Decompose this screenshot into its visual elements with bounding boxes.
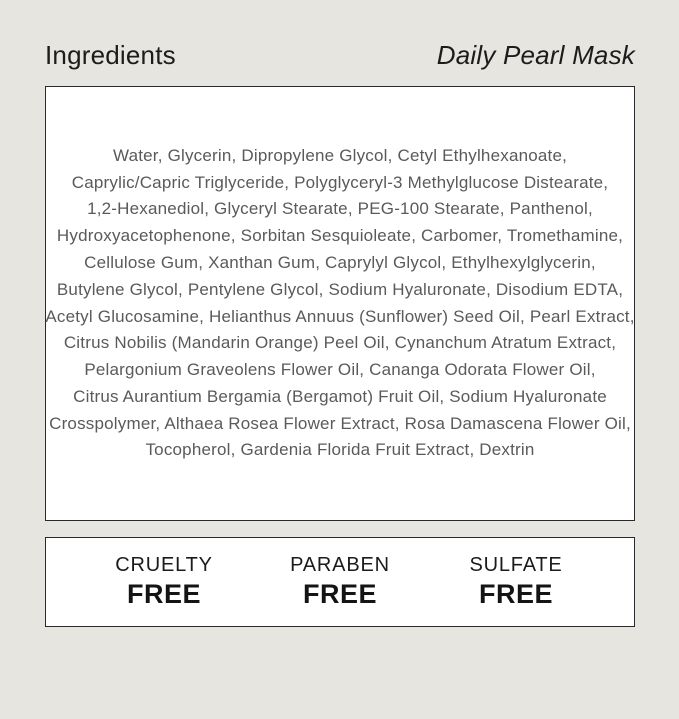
ingredients-text <box>45 143 634 465</box>
badge-sulfate-free <box>428 554 604 610</box>
badge-label: SULFATE <box>469 554 563 576</box>
badge-paraben-free <box>252 554 428 610</box>
ingredients-line: Acetyl Glucosamine, Helianthus Annuus (Sunflower) Seed Oil, Pearl Extract, <box>45 306 635 326</box>
product-name: Daily Pearl Mask <box>436 40 635 70</box>
section-title: Ingredients <box>45 40 176 70</box>
ingredients-line: Caprylic/Capric Triglyceride, Polyglyceryl-3 Methylglucose Distearate, <box>71 172 609 192</box>
page-header <box>45 40 635 70</box>
ingredients-line: 1,2-Hexanediol, Glyceryl Stearate, PEG-100 Stearate, Panthenol, <box>87 199 593 219</box>
ingredients-line: Pelargonium Graveolens Flower Oil, Cananga Odorata Flower Oil, <box>84 360 596 380</box>
ingredients-panel <box>45 86 635 521</box>
ingredients-line: Crosspolymer, Althaea Rosea Flower Extract, Rosa Damascena Flower Oil, <box>49 413 631 433</box>
ingredients-line: Citrus Aurantium Bergamia (Bergamot) Fruit Oil, Sodium Hyaluronate <box>73 386 607 406</box>
ingredients-line: Water, Glycerin, Dipropylene Glycol, Cetyl Ethylhexanoate, <box>112 145 568 165</box>
ingredients-line: Citrus Nobilis (Mandarin Orange) Peel Oil, Cynanchum Atratum Extract, <box>63 333 617 353</box>
badge-label: PARABEN <box>290 554 390 576</box>
badge-label: CRUELTY <box>115 554 213 576</box>
badges-panel <box>45 537 635 627</box>
ingredients-line: Cellulose Gum, Xanthan Gum, Caprylyl Glycol, Ethylhexylglycerin, <box>84 252 596 272</box>
ingredients-line: Tocopherol, Gardenia Florida Fruit Extract, Dextrin <box>145 440 535 460</box>
product-info-card <box>0 40 679 719</box>
badge-free-label: FREE <box>478 579 553 609</box>
badge-free-label: FREE <box>126 579 201 609</box>
ingredients-line: Butylene Glycol, Pentylene Glycol, Sodium Hyaluronate, Disodium EDTA, <box>56 279 624 299</box>
ingredients-line: Hydroxyacetophenone, Sorbitan Sesquioleate, Carbomer, Tromethamine, <box>56 226 624 246</box>
badge-free-label: FREE <box>302 579 377 609</box>
badge-cruelty-free <box>76 554 252 610</box>
